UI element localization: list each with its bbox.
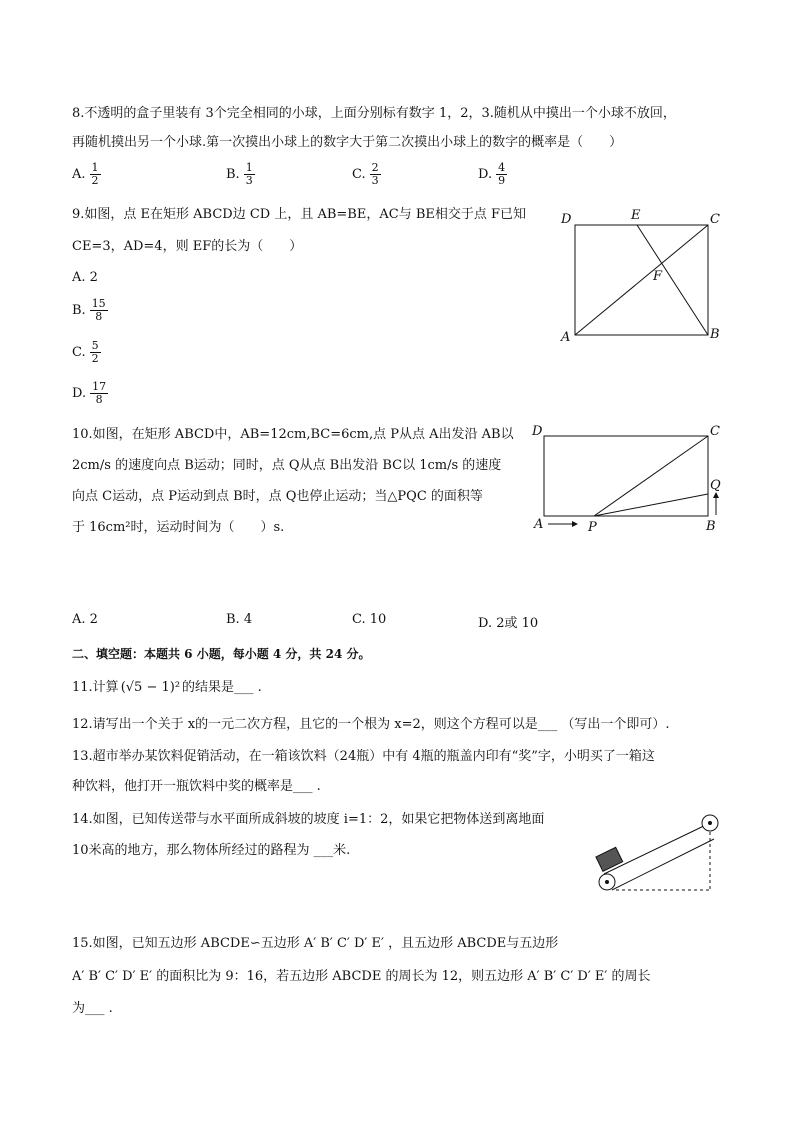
q13-line-2: 种饮料，他打开一瓶饮料中奖的概率是___ . — [72, 779, 321, 794]
segment-pc — [594, 436, 708, 516]
q10-option-d: D. 2或 10 — [478, 616, 539, 631]
q11-suffix: 的结果是___ . — [182, 680, 262, 695]
q12: 12.请写出一个关于 x的一元二次方程，且它的一个根为 x=2，则这个方程可以是___ （写出一个即可）. — [72, 717, 670, 732]
label-a: A — [561, 330, 571, 345]
q14-conveyor-figure — [590, 806, 725, 896]
label-d: D — [561, 212, 572, 227]
q9-option-a: A. 2 — [72, 270, 98, 285]
q8-line-2: 再随机摸出另一个小球.第一次摸出小球上的数字大于第二次摸出小球上的数字的概率是（ ） — [72, 135, 623, 150]
fraction: $\frac{4}{9}$ — [498, 161, 506, 187]
q9-option-d: D. $\frac{17}{8}$ — [72, 380, 107, 406]
q8-option-d — [478, 162, 507, 187]
label-c: C — [710, 424, 720, 439]
q14-line-1: 14.如图，已知传送带与水平面所成斜坡的坡度 i=1：2，如果它把物体送到离地面 — [72, 812, 545, 827]
segment-be — [637, 225, 708, 335]
option-label: A. — [72, 167, 86, 182]
fraction: $\frac{17}{8}$ — [92, 380, 107, 406]
fraction: $\frac{1}{2}$ — [91, 161, 99, 187]
segment-ac — [575, 225, 708, 335]
label-e: E — [631, 208, 641, 223]
fraction: $\frac{1}{3}$ — [245, 161, 253, 187]
label-b: B — [710, 327, 720, 342]
pulley-axle — [605, 880, 609, 884]
q14-line-2: 10米高的地方，那么物体所经过的路程为 ___米. — [72, 843, 351, 858]
q10-line-2: 2cm/s 的速度向点 B运动；同时，点 Q从点 B出发沿 BC以 1cm/s 的速度 — [72, 458, 502, 473]
option-label: D. — [478, 167, 493, 182]
cargo-box — [596, 847, 623, 871]
pulley-axle — [708, 821, 712, 825]
q15-line-1: 15.如图，已知五边形 ABCDE∽五边形 A′ B′ C′ D′ E′ ，且五边形 ABCDE与五边形 — [72, 936, 559, 951]
q8-option-c — [352, 162, 381, 187]
q10-option-a: A. 2 — [72, 612, 98, 627]
q9-line-1: 9.如图，点 E在矩形 ABCD边 CD 上，且 AB=BE，AC与 BE相交于点 F已知 — [72, 207, 527, 222]
q11 — [72, 678, 262, 698]
q10-option-c: C. 10 — [352, 612, 387, 627]
q10-option-b: B. 4 — [226, 612, 253, 627]
label-p: P — [588, 520, 597, 535]
label-q: Q — [710, 478, 721, 493]
fraction: $\frac{15}{8}$ — [91, 297, 106, 323]
option-label: C. — [352, 167, 366, 182]
segment-pq — [594, 494, 708, 516]
rectangle-abcd — [544, 436, 708, 516]
q9-option-c: C. $\frac{5}{2}$ — [72, 339, 99, 365]
arrow-right-icon — [572, 521, 578, 527]
q13-line-1: 13.超市举办某饮料促销活动，在一箱该饮料（24瓶）中有 4瓶的瓶盖内印有“奖”字，小明买了一箱这 — [72, 749, 655, 764]
label-a: A — [534, 517, 544, 532]
q10-figure — [528, 420, 728, 540]
label-f: F — [653, 269, 663, 284]
q15-line-2: A′ B′ C′ D′ E′ 的面积比为 9：16，若五边形 ABCDE 的周长为 12，则五边形 A′ B′ C′ D′ E′ 的周长 — [72, 969, 651, 984]
q11-expression: (√5 − 1)² — [120, 680, 181, 695]
q9-figure — [555, 200, 730, 350]
q15-line-3: 为___ . — [72, 1001, 113, 1016]
q9-option-b: B. $\frac{15}{8}$ — [72, 297, 106, 323]
section-heading: 二、填空题：本题共 6 小题，每小题 4 分，共 24 分。 — [72, 647, 371, 661]
q10-line-1: 10.如图，在矩形 ABCD中，AB=12cm,BC=6cm,点 P从点 A出发沿 AB以 — [72, 427, 514, 442]
label-d: D — [532, 424, 543, 439]
q8-line-1: 8.不透明的盒子里装有 3个完全相同的小球，上面分别标有数字 1，2，3.随机从中摸出一个小球不放回， — [72, 106, 676, 121]
option-label: B. — [226, 167, 240, 182]
q10-line-3: 向点 C运动，点 P运动到点 B时，点 Q也停止运动；当△PQC 的面积等 — [72, 489, 483, 504]
belt-bottom — [612, 839, 714, 890]
label-c: C — [710, 212, 720, 227]
fraction: $\frac{2}{3}$ — [371, 161, 379, 187]
q8-option-a — [72, 162, 101, 187]
fraction: $\frac{5}{2}$ — [91, 339, 99, 365]
q9-line-2: CE=3，AD=4，则 EF的长为（ ） — [72, 239, 303, 254]
q10-line-4: 于 16cm²时，运动时间为（ ）s. — [72, 520, 285, 535]
q8-option-b — [226, 162, 255, 187]
q11-prefix: 11.计算 — [72, 680, 119, 695]
label-b: B — [706, 519, 716, 534]
